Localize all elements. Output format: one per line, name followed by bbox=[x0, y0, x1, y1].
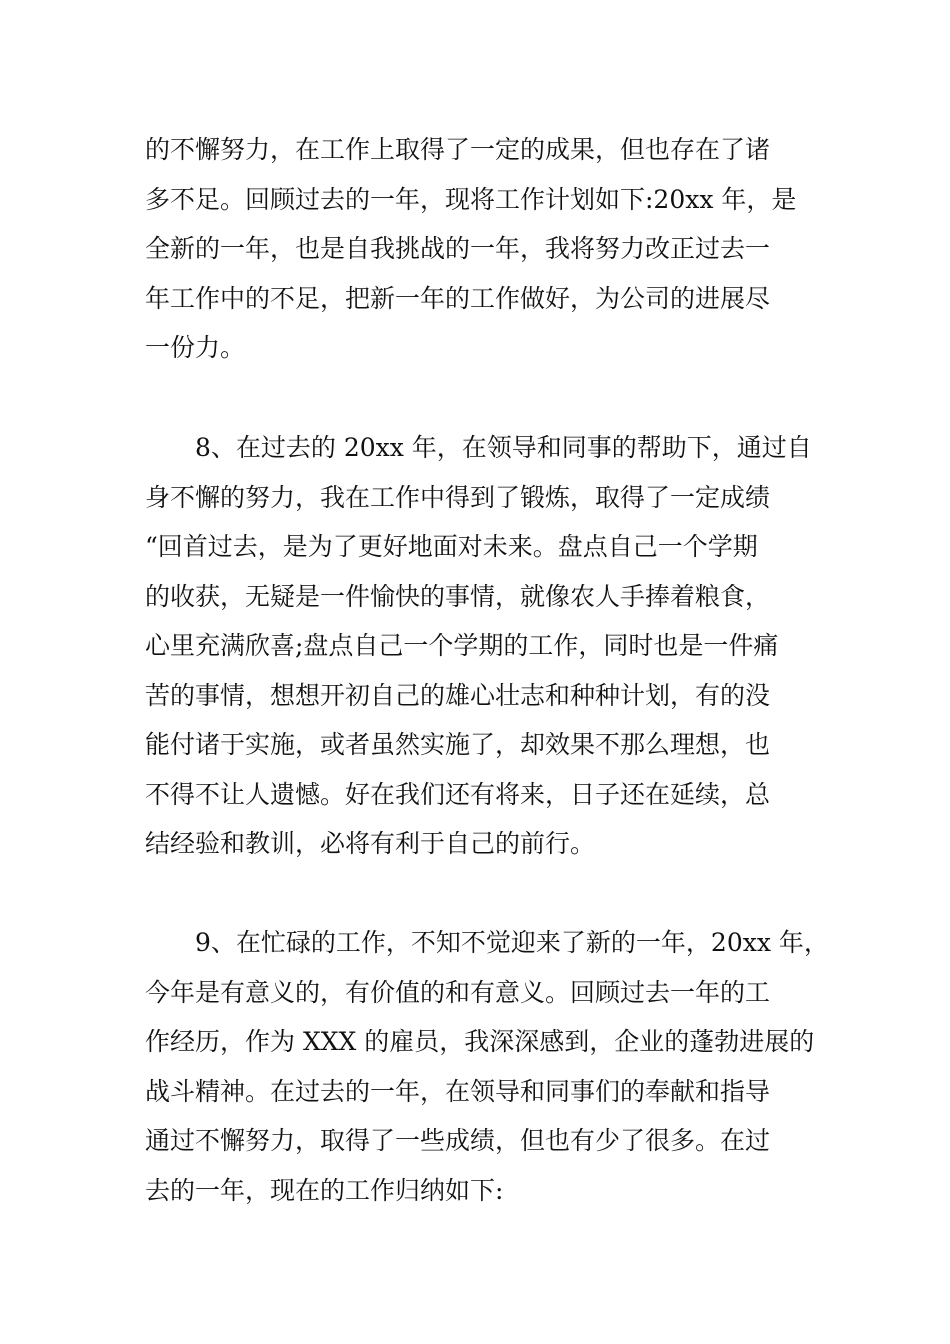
text-line: 一份力。 bbox=[145, 333, 246, 362]
text-line: 多不足。回顾过去的一年，现将工作计划如下:20xx 年，是 bbox=[145, 184, 797, 214]
text-line: 身不懈的努力，我在工作中得到了锻炼，取得了一定成绩 bbox=[145, 482, 771, 512]
text-line: 今年是有意义的，有价值的和有意义。回顾过去一年的工 bbox=[145, 977, 771, 1007]
text-line: 8、在过去的 20xx 年，在领导和同事的帮助下，通过自 bbox=[145, 433, 812, 462]
text-line: 的不懈努力，在工作上取得了一定的成果，但也存在了诸 bbox=[145, 135, 771, 164]
text-line: 去的一年，现在的工作归纳如下: bbox=[145, 1175, 504, 1205]
text-line: 苦的事情，想想开初自己的雄心壮志和种种计划，有的没 bbox=[145, 680, 771, 710]
text-line: 战斗精神。在过去的一年，在领导和同事们的奉献和指导 bbox=[145, 1076, 771, 1106]
text-line: “回首过去，是为了更好地面对未来。盘点自己一个学期 bbox=[145, 532, 758, 561]
text-line: 9、在忙碌的工作，不知不觉迎来了新的一年，20xx 年， bbox=[145, 928, 829, 957]
text-line: 全新的一年，也是自我挑战的一年，我将努力改正过去一 bbox=[145, 234, 771, 263]
text-line: 能付诸于实施，或者虽然实施了，却效果不那么理想，也 bbox=[145, 730, 771, 759]
text-line: 不得不让人遗憾。好在我们还有将来，日子还在延续，总 bbox=[145, 779, 771, 809]
text-line: 年工作中的不足，把新一年的工作做好，为公司的进展尽 bbox=[145, 283, 771, 313]
paragraph-item-8 bbox=[145, 423, 825, 869]
text-line: 结经验和教训，必将有利于自己的前行。 bbox=[145, 829, 596, 858]
text-line: 通过不懈努力，取得了一些成绩，但也有少了很多。在过 bbox=[145, 1126, 771, 1155]
text-line: 作经历，作为 XXX 的雇员，我深深感到，企业的蓬勃进展的 bbox=[145, 1027, 815, 1056]
text-line: 的收获，无疑是一件愉快的事情，就像农人手捧着粮食， bbox=[145, 581, 771, 611]
text-line: 心里充满欣喜;盘点自己一个学期的工作，同时也是一件痛 bbox=[145, 631, 779, 660]
paragraph-item-9 bbox=[145, 918, 829, 1215]
paragraph-continuation bbox=[145, 125, 825, 373]
